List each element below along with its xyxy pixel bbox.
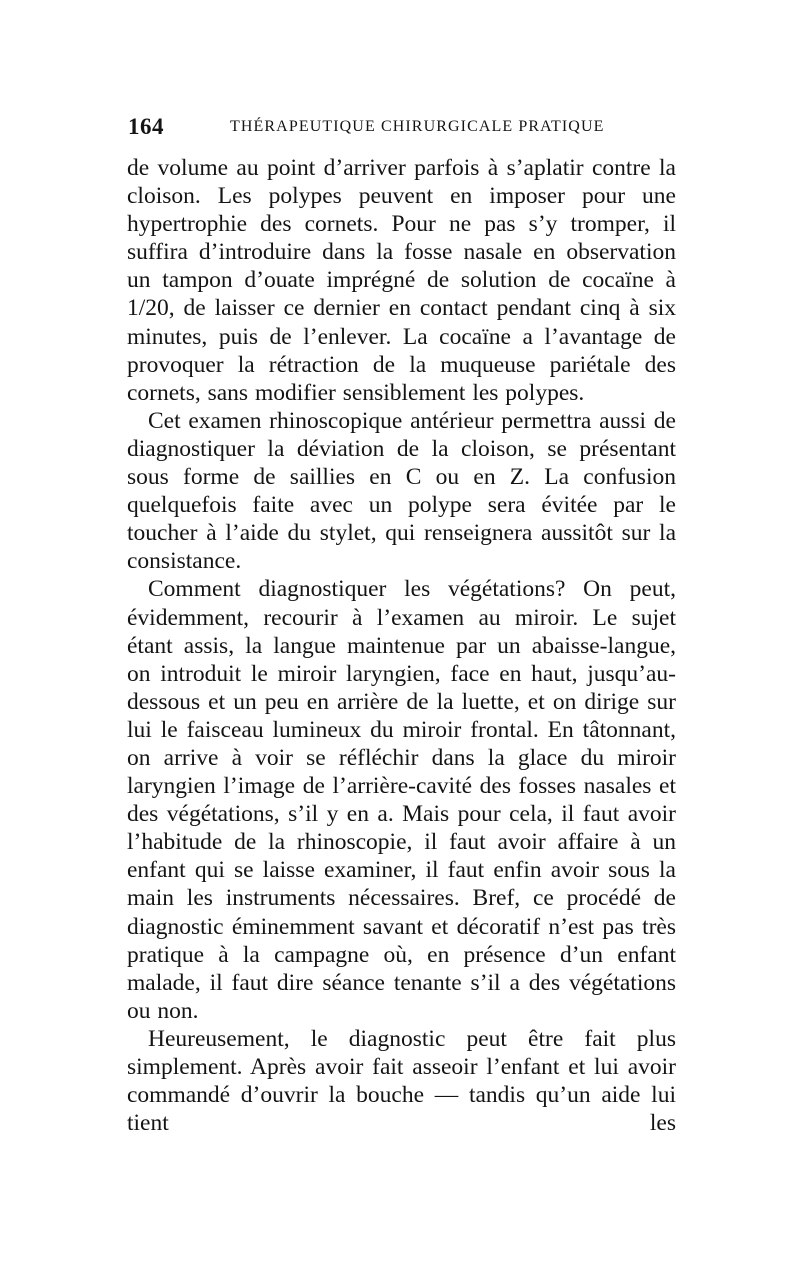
body-text	[127, 154, 676, 1137]
paragraph-rhinoscopy: Cet examen rhinoscopique antérieur permettra aussi de diagnostiquer la déviation de la cloison, se présentant sous forme de saillies en C ou en Z. La confusion quelquefois faite avec un polype sera évitée par le toucher à l’aide du stylet, qui renseignera aussitôt sur la consistance.	[127, 407, 676, 575]
page-header	[128, 114, 676, 144]
page-number: 164	[128, 114, 164, 139]
paragraph-diagnosis: Comment diagnostiquer les végétations? On peut, évidemment, recourir à l’examen au miroir. Le sujet étant assis, la langue maintenue par un abaisse-langue, on introduit le miroir laryngien, face en haut, jusqu’au-dessous et un peu en arrière de la luette, et on dirige sur lui le faisceau lumineux du miroir frontal. En tâtonnant, on arrive à voir se réfléchir dans la glace du miroir laryngien l’image de l’arrière-cavité des fosses nasales et des végétations, s’il y en a. Mais pour cela, il faut avoir l’habitude de la rhinoscopie, il faut avoir affaire à un enfant qui se laisse examiner, il faut enfin avoir sous la main les instruments nécessaires. Bref, ce procédé de diagnostic éminemment savant et décoratif n’est pas très pratique à la campagne où, en présence d’un enfant malade, il faut dire séance tenante s’il a des végétations ou non.	[127, 576, 676, 1024]
running-title: THÉRAPEUTIQUE CHIRURGICALE PRATIQUE	[230, 118, 605, 135]
paragraph-simple-diagnosis: Heureusement, le diagnostic peut être fait plus simplement. Après avoir fait asseoir l’enfant et lui avoir commandé d’ouvrir la bouche — tandis qu’un aide lui tient les	[127, 1025, 676, 1137]
paragraph-continued: de volume au point d’arriver parfois à s’aplatir contre la cloison. Les polypes peuvent en imposer pour une hypertrophie des cornets. Pour ne pas s’y tromper, il suffira d’introduire dans la fosse nasale en observation un tampon d’ouate imprégné de solution de cocaïne à 1/20, de laisser ce dernier en contact pendant cinq à six minutes, puis de l’enlever. La cocaïne a l’avantage de provoquer la rétraction de la muqueuse pariétale des cornets, sans modifier sensiblement les polypes.	[127, 155, 676, 406]
